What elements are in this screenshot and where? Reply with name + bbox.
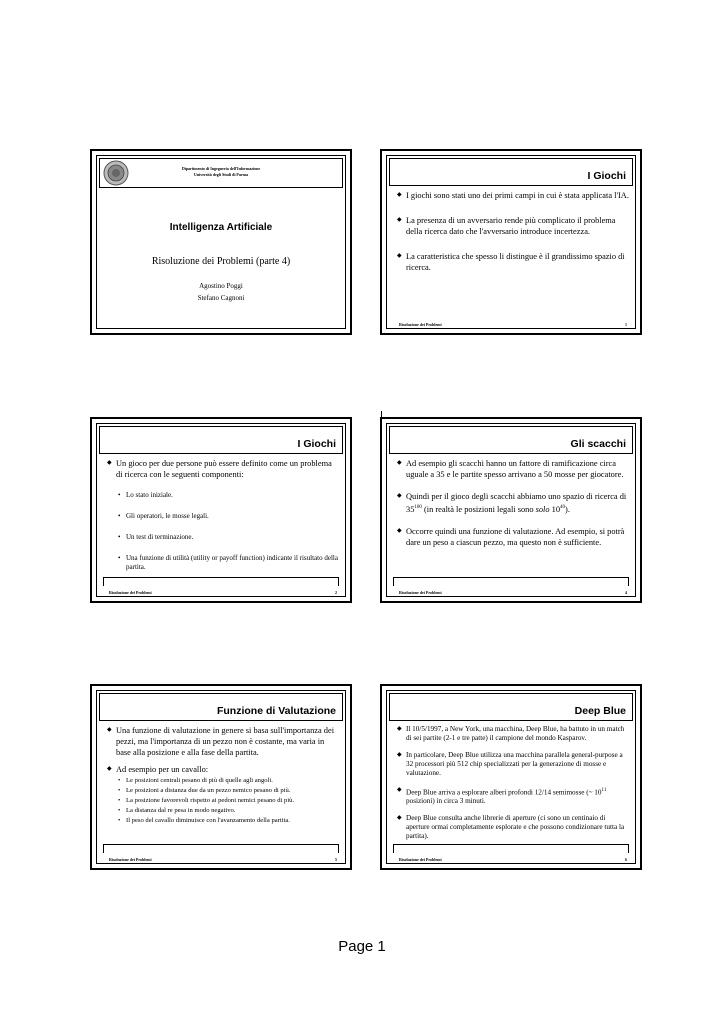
exponent: 40	[560, 505, 566, 510]
slide-title-text: I Giochi	[587, 170, 626, 182]
sub-bullet-item: • Una funzione di utilità (utility or payoff function) indicante il risultato della partita.	[107, 554, 339, 572]
footer-label: Risoluzione dei Problemi	[399, 322, 442, 327]
sub-bullet-item: • Il peso del cavallo diminuisce con l'avanzamento della partita.	[107, 816, 339, 825]
bottom-bar	[103, 844, 339, 853]
sub-bullet-item: • La distanza dal re pesa in modo negativo.	[107, 806, 339, 815]
slide-number: 6	[625, 857, 627, 862]
bullet-item: ◆ Una funzione di valutazione in genere si basa sull'importanza dei pezzi, ma l'importanza di un pezzo non è costante, ma varia in base alla posizione e alla fase della partita.	[107, 725, 339, 758]
slide-body	[387, 190, 635, 284]
slide-giochi-2	[90, 417, 352, 603]
bullet-item: ◆ La presenza di un avversario rende più complicato il problema della ricerca dato che l'avversario introduce incertezza.	[397, 215, 629, 237]
bullet-item: ◆ La caratteristica che spesso li distingue è il grandissimo spazio di ricerca.	[397, 251, 629, 273]
bullet-item: ◆ Occorre quindi una funzione di valutazione. Ad esempio, si potrà dare un peso a ciascun pezzo, ma questo non è sufficiente.	[397, 526, 629, 548]
emphasis-text: solo	[535, 504, 550, 514]
slide-title-text: I Giochi	[297, 438, 336, 450]
author-name: Agostino Poggi	[199, 282, 243, 290]
bullet-text: (in realtà le posizioni legali sono	[421, 504, 536, 514]
bullet-text: posizioni) in circa 3 minuti.	[406, 797, 486, 806]
slide-title-text: Funzione di Valutazione	[216, 705, 336, 717]
slide-frame	[96, 690, 346, 864]
slide-footer	[399, 322, 627, 327]
slide-giochi-1	[380, 149, 642, 335]
slide-title-box	[389, 158, 633, 186]
slide-frame	[96, 423, 346, 597]
footer-label: Risoluzione dei Problemi	[399, 857, 442, 862]
footer-label: Risoluzione dei Problemi	[399, 590, 442, 595]
sub-bullet-item: • Le posizioni a distanza due da un pezzo nemico pesano di più.	[107, 786, 339, 795]
sub-bullet-item: • Lo stato iniziale.	[107, 491, 339, 500]
sub-bullet-item: • Le posizioni centrali pesano di più di quelle agli angoli.	[107, 776, 339, 785]
slide-title-box	[389, 693, 633, 721]
sub-bullet-item: • Gli operatori, le mosse legali.	[107, 512, 339, 521]
bullet-item: ◆ I giochi sono stati uno dei primi campi in cui è stata applicata l'IA.	[397, 190, 629, 201]
slide-funzione-valutazione	[90, 684, 352, 870]
slide-frame	[386, 155, 636, 329]
bullet-item: ◆ Ad esempio per un cavallo:	[107, 764, 339, 775]
exponent: 11	[601, 788, 607, 793]
bottom-bar	[103, 577, 339, 586]
slide-footer	[109, 590, 337, 595]
slide-frame	[96, 155, 346, 329]
bullet-text: 10	[549, 504, 561, 514]
footer-label: Risoluzione dei Problemi	[109, 857, 152, 862]
bullet-item: ◆ Un gioco per due persone può essere definito come un problema di ricerca con le seguenti componenti:	[107, 458, 339, 480]
slide-number: 2	[335, 590, 337, 595]
bullet-item: ◆ Deep Blue consulta anche librerie di aperture (ci sono un centinaio di aperture ormai completamente esplorate e che possono condizionare tutta la partita).	[397, 814, 629, 841]
slide-number: 4	[625, 590, 627, 595]
sub-bullet-item: • Un test di terminazione.	[107, 533, 339, 542]
bullet-item	[397, 786, 629, 806]
slide-body	[97, 725, 345, 826]
slide-deep-blue	[380, 684, 642, 870]
slide-title-box	[389, 426, 633, 454]
university-name: Università degli Studi di Parma	[193, 172, 248, 177]
bullet-item: ◆ Il 10/5/1997, a New York, una macchina, Deep Blue, ha battuto in un match di sei partite (2-1 e tre patte) il campione del mondo Kasparov.	[397, 725, 629, 743]
author-name: Stefano Cagnoni	[197, 294, 245, 302]
slide-title-text: Deep Blue	[574, 705, 626, 717]
header-box	[99, 158, 343, 188]
slide-footer	[399, 857, 627, 862]
slide-number: 1	[625, 322, 627, 327]
bullet-item: ◆ Ad esempio gli scacchi hanno un fattore di ramificazione circa uguale a 35 e le partite spesso arrivano a 50 mosse per giocatore.	[397, 458, 629, 480]
slide-footer	[109, 857, 337, 862]
bullet-item: ◆ In particolare, Deep Blue utilizza una macchina parallela general-purpose a 32 processori più 512 chip specializzati per la generazione di mosse e valutazione.	[397, 751, 629, 778]
department-name: Dipartimento di Ingegneria dell'Informazione	[181, 166, 261, 171]
slide-frame	[386, 423, 636, 597]
page-label: Page 1	[338, 938, 386, 955]
presentation-subtitle: Risoluzione dei Problemi (parte 4)	[151, 256, 291, 267]
slide-title	[90, 149, 352, 335]
slide-title-text: Gli scacchi	[570, 438, 626, 450]
slide-body	[387, 458, 635, 559]
bullet-text: Quindi per il gioco degli scacchi abbiamo uno spazio di ricerca di 35	[406, 492, 627, 514]
slide-body	[387, 725, 635, 849]
edge-mark	[381, 411, 382, 418]
slide-footer	[399, 590, 627, 595]
footer-label: Risoluzione dei Problemi	[109, 590, 152, 595]
slide-title-box	[99, 426, 343, 454]
slide-title-box	[99, 693, 343, 721]
bullet-item	[397, 491, 629, 515]
presentation-title: Intelligenza Artificiale	[169, 222, 273, 233]
bullet-text: ).	[565, 504, 570, 514]
bullet-text: Deep Blue arriva a esplorare alberi profondi 12/14 semimosse (~ 10	[406, 788, 602, 797]
slide-number: 5	[335, 857, 337, 862]
slide-scacchi	[380, 417, 642, 603]
sub-bullet-item: • La posizione favorevoli rispetto ai pedoni nemici pesano di più.	[107, 796, 339, 805]
bottom-bar	[393, 577, 629, 586]
slide-frame	[386, 690, 636, 864]
bottom-bar	[393, 844, 629, 853]
exponent: 100	[414, 505, 422, 510]
slide-body	[97, 458, 345, 584]
